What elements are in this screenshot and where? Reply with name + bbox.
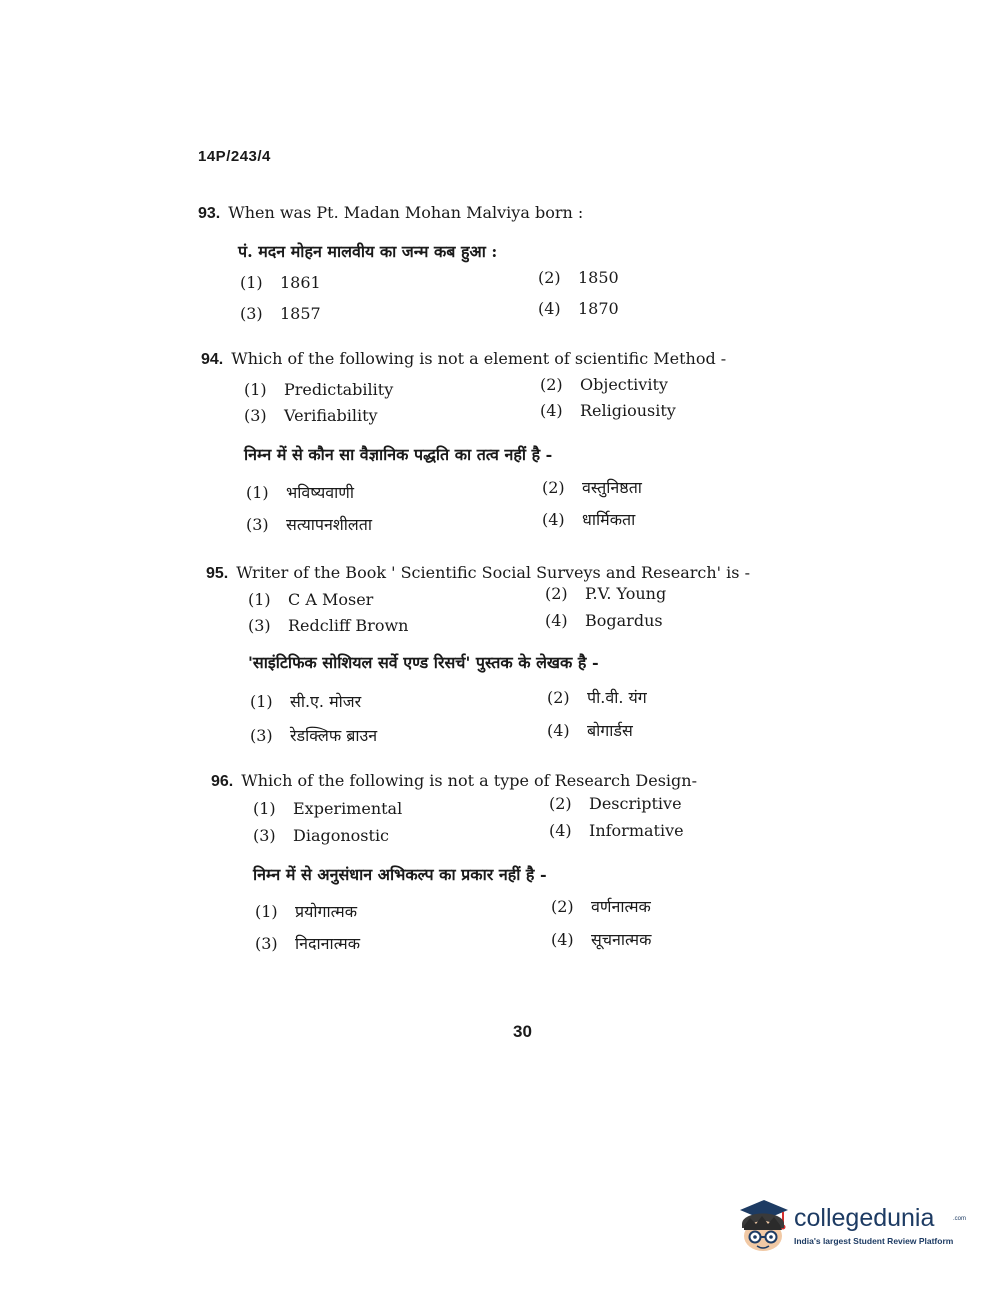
hindi-option-3: (3) रेडक्लिफ ब्राउन <box>250 726 378 745</box>
question-text <box>198 203 583 223</box>
watermark-tagline: India's largest Student Review Platform <box>794 1236 954 1246</box>
hindi-option-3: (3) सत्यापनशीलता <box>246 515 372 534</box>
question-number: 96. <box>211 773 234 790</box>
question-english: Which of the following is not a type of Research Design- <box>241 771 697 790</box>
option-3: (3) Redcliff Brown <box>248 616 409 635</box>
watermark-name: collegedunia <box>794 1204 935 1232</box>
question-hindi: निम्न में से कौन सा वैज्ञानिक पद्धति का तत्व नहीं है - <box>244 445 553 464</box>
question-text <box>211 771 697 791</box>
watermark-suffix: .com <box>953 1216 967 1222</box>
page-code: 14P/243/4 <box>198 148 271 165</box>
question-hindi: 'साइंटिफिक सोशियल सर्वे एण्ड रिसर्च' पुस्तक के लेखक है - <box>248 653 599 672</box>
option-2: (2) P.V. Young <box>545 584 667 603</box>
option-3: (3) Diagonostic <box>253 826 390 845</box>
question-number: 94. <box>201 351 224 368</box>
question-english: When was Pt. Madan Mohan Malviya born : <box>228 203 584 222</box>
option-4: (4) Bogardus <box>545 611 663 630</box>
option-1: (1) Experimental <box>253 799 403 818</box>
hindi-option-1: (1) भविष्यवाणी <box>246 483 355 502</box>
option-1: (1) C A Moser <box>248 590 374 609</box>
student-mascot-icon <box>734 1196 792 1256</box>
hindi-option-2: (2) वर्णनात्मक <box>551 897 651 916</box>
question-text <box>206 563 750 583</box>
question-number: 95. <box>206 565 229 582</box>
question-hindi: निम्न में से अनुसंधान अभिकल्प का प्रकार नहीं है - <box>253 865 547 884</box>
hindi-option-2: (2) वस्तुनिष्ठता <box>542 478 642 497</box>
option-1: (1) Predictability <box>244 380 394 399</box>
option-2: (2) 1850 <box>538 268 619 287</box>
question-english: Writer of the Book ' Scientific Social Surveys and Research' is - <box>236 563 750 582</box>
option-2: (2) Descriptive <box>549 794 682 813</box>
option-3: (3) 1857 <box>240 304 321 323</box>
question-hindi: पं. मदन मोहन मालवीय का जन्म कब हुआ : <box>238 242 498 261</box>
hindi-option-4: (4) सूचनात्मक <box>551 930 652 949</box>
option-4: (4) Religiousity <box>540 401 676 420</box>
collegedunia-watermark <box>734 1196 967 1258</box>
option-3: (3) Verifiability <box>244 406 378 425</box>
hindi-option-4: (4) धार्मिकता <box>542 510 636 529</box>
hindi-option-1: (1) प्रयोगात्मक <box>255 902 358 921</box>
option-4: (4) Informative <box>549 821 684 840</box>
hindi-option-3: (3) निदानात्मक <box>255 934 361 953</box>
option-4: (4) 1870 <box>538 299 619 318</box>
hindi-option-4: (4) बोगार्डस <box>547 721 633 740</box>
option-2: (2) Objectivity <box>540 375 668 394</box>
page-number: 30 <box>513 1022 532 1041</box>
question-number: 93. <box>198 205 221 222</box>
hindi-option-2: (2) पी.वी. यंग <box>547 688 647 707</box>
question-english: Which of the following is not a element of scientific Method - <box>231 349 727 368</box>
hindi-option-1: (1) सी.ए. मोजर <box>250 692 362 711</box>
option-1: (1) 1861 <box>240 273 321 292</box>
question-text <box>201 349 726 369</box>
